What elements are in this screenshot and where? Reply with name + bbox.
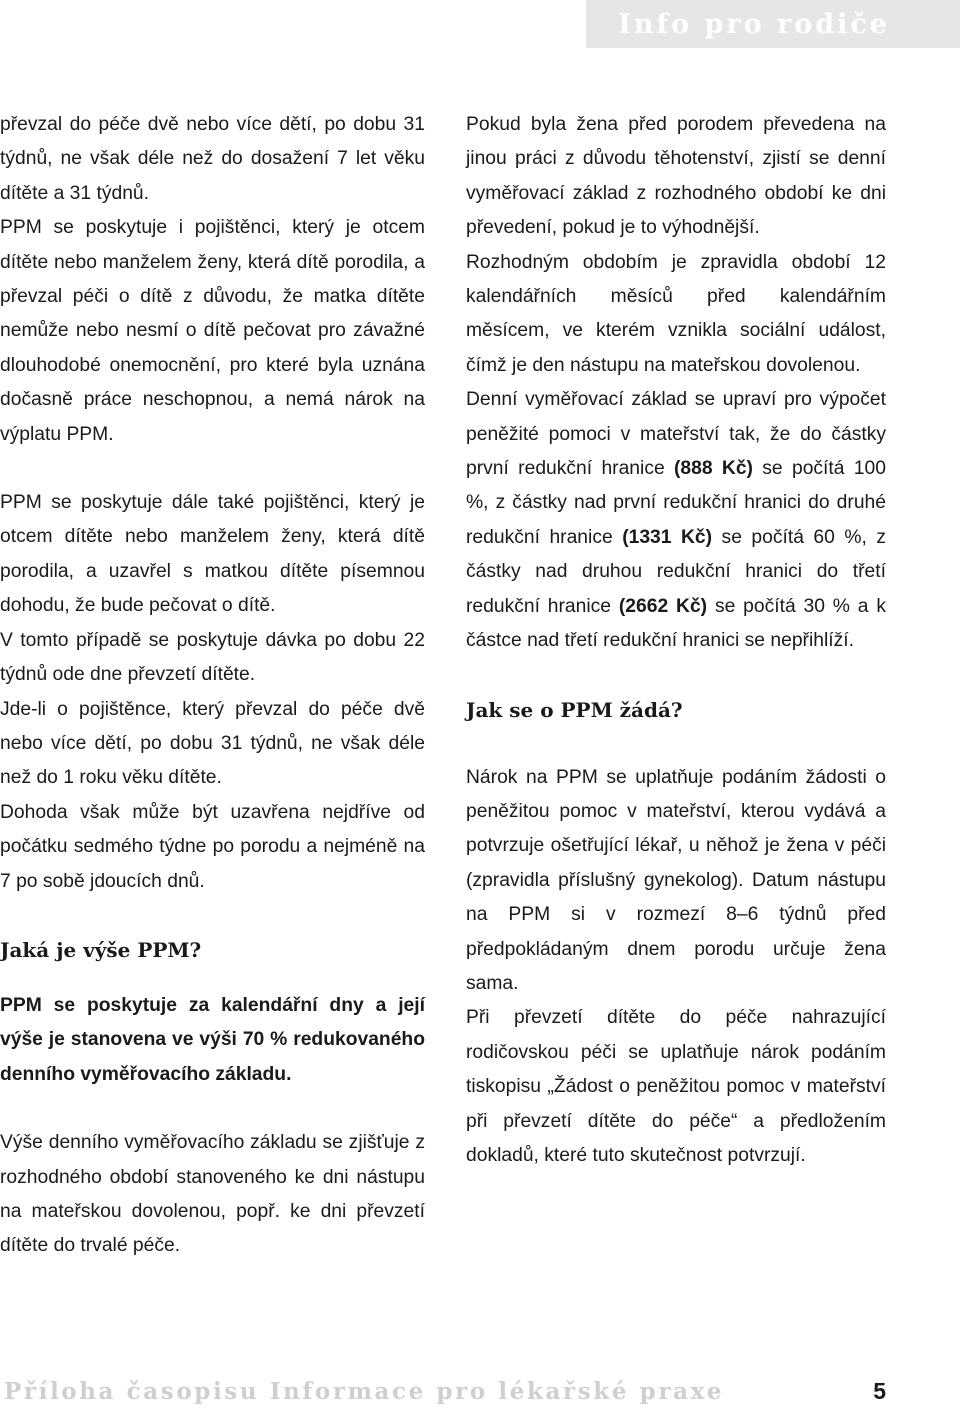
page-footer xyxy=(0,1378,886,1410)
amount-first-limit: (888 Kč) xyxy=(674,458,753,480)
paragraph: Výše denního vyměřovacího základu se zjišťuje z rozhodného období stanoveného ke dni nástupu na mateřskou dovolenou, popř. ke dni převzetí dítěte do trvalé péče. xyxy=(0,1132,425,1257)
amount-second-limit: (1331 Kč) xyxy=(622,526,713,548)
paragraph: Nárok na PPM se uplatňuje podáním žádosti o peněžitou pomoc v mateřství, kterou vydává a potvrzuje ošetřující lékař, u něhož je žena v péči (zpravidla příslušný gynekolog). Datum nástupu na PPM si v rozmezí 8–6 týdnů před předpokládaným dnem porodu určuje žena sama. xyxy=(466,766,886,994)
footer-publication-title: Příloha časopisu Informace pro lékařské praxe xyxy=(4,1378,725,1405)
text-run: se počítá 100 %, z částky nad první redukční hranici do druhé redukční hranice xyxy=(466,458,886,548)
lead-paragraph: PPM se poskytuje za kalendářní dny a její výše je stanovena ve výši 70 % redukovaného denního vyměřovacího základu. xyxy=(0,994,425,1085)
paragraph: Jde-li o pojištěnce, který převzal do péče dvě nebo více dětí, po dobu 31 týdnů, ne však déle než do 1 roku věku dítěte. xyxy=(0,698,425,789)
section-header-banner xyxy=(586,0,960,48)
text-run: Denní vyměřovací základ se upraví pro výpočet peněžité pomoci v mateřství tak, že do částky první redukční hranice xyxy=(466,389,886,480)
paragraph: Při převzetí dítěte do péče nahrazující rodičovskou péči se uplatňuje nárok podáním tiskopisu „Žádost o peněžitou pomoc v mateřství při převzetí dítěte do péče“ a předložením dokladů, které tuto skutečnost potvrzují. xyxy=(466,1007,886,1166)
paragraph: převzal do péče dvě nebo více dětí, po dobu 31 týdnů, ne však déle než do dosažení 7 let věku dítěte a 31 týdnů. xyxy=(0,114,425,204)
section-header-title: Info pro rodiče xyxy=(618,9,890,40)
paragraph: Dohoda však může být uzavřena nejdříve od počátku sedmého týdne po porodu a nejméně na 7 po sobě jdoucích dnů. xyxy=(0,801,425,892)
paragraph: Rozhodným obdobím je zpravidla období 12 kalendářních měsíců před kalendářním měsícem, ve kterém vznikla sociální událost, čímž je den nástupu na mateřskou dovolenou. xyxy=(466,251,886,376)
right-column xyxy=(466,108,886,1173)
paragraph: Pokud byla žena před porodem převedena na jinou práci z důvodu těhotenství, zjistí se denní vyměřovací základ z rozhodného období ke dni převedení, pokud je to výhodnější. xyxy=(466,114,886,239)
text-run: se počítá 60 %, z částky nad druhou redukční hranici do třetí redukční hranice xyxy=(466,526,886,617)
text-run: se počítá 30 % a k částce nad třetí redukční hranici se nepřihlíží. xyxy=(466,595,886,652)
left-column xyxy=(0,108,425,1264)
paragraph: V tomto případě se poskytuje dávka po dobu 22 týdnů ode dne převzetí dítěte. xyxy=(0,629,425,686)
paragraph: PPM se poskytuje i pojištěnci, který je otcem dítěte nebo manželem ženy, která dítě porodila, a převzal péči o dítě z důvodu, že matka dítěte nemůže nebo nesmí o dítě pečovat pro závažné dlouhodobé onemocnění, pro které byla uznána dočasně práce neschopnou, a nemá nárok na výplatu PPM. xyxy=(0,217,425,445)
paragraph xyxy=(466,383,886,658)
amount-third-limit: (2662 Kč) xyxy=(618,595,708,617)
section-heading: Jak se o PPM žádá? xyxy=(466,697,683,722)
paragraph: PPM se poskytuje dále také pojištěnci, který je otcem dítěte nebo manželem ženy, která dítě porodila, a uzavřel s matkou dítěte písemnou dohodu, že bude pečovat o dítě. xyxy=(0,492,425,617)
page-number: 5 xyxy=(873,1378,886,1404)
section-heading: Jaká je výše PPM? xyxy=(0,937,202,962)
